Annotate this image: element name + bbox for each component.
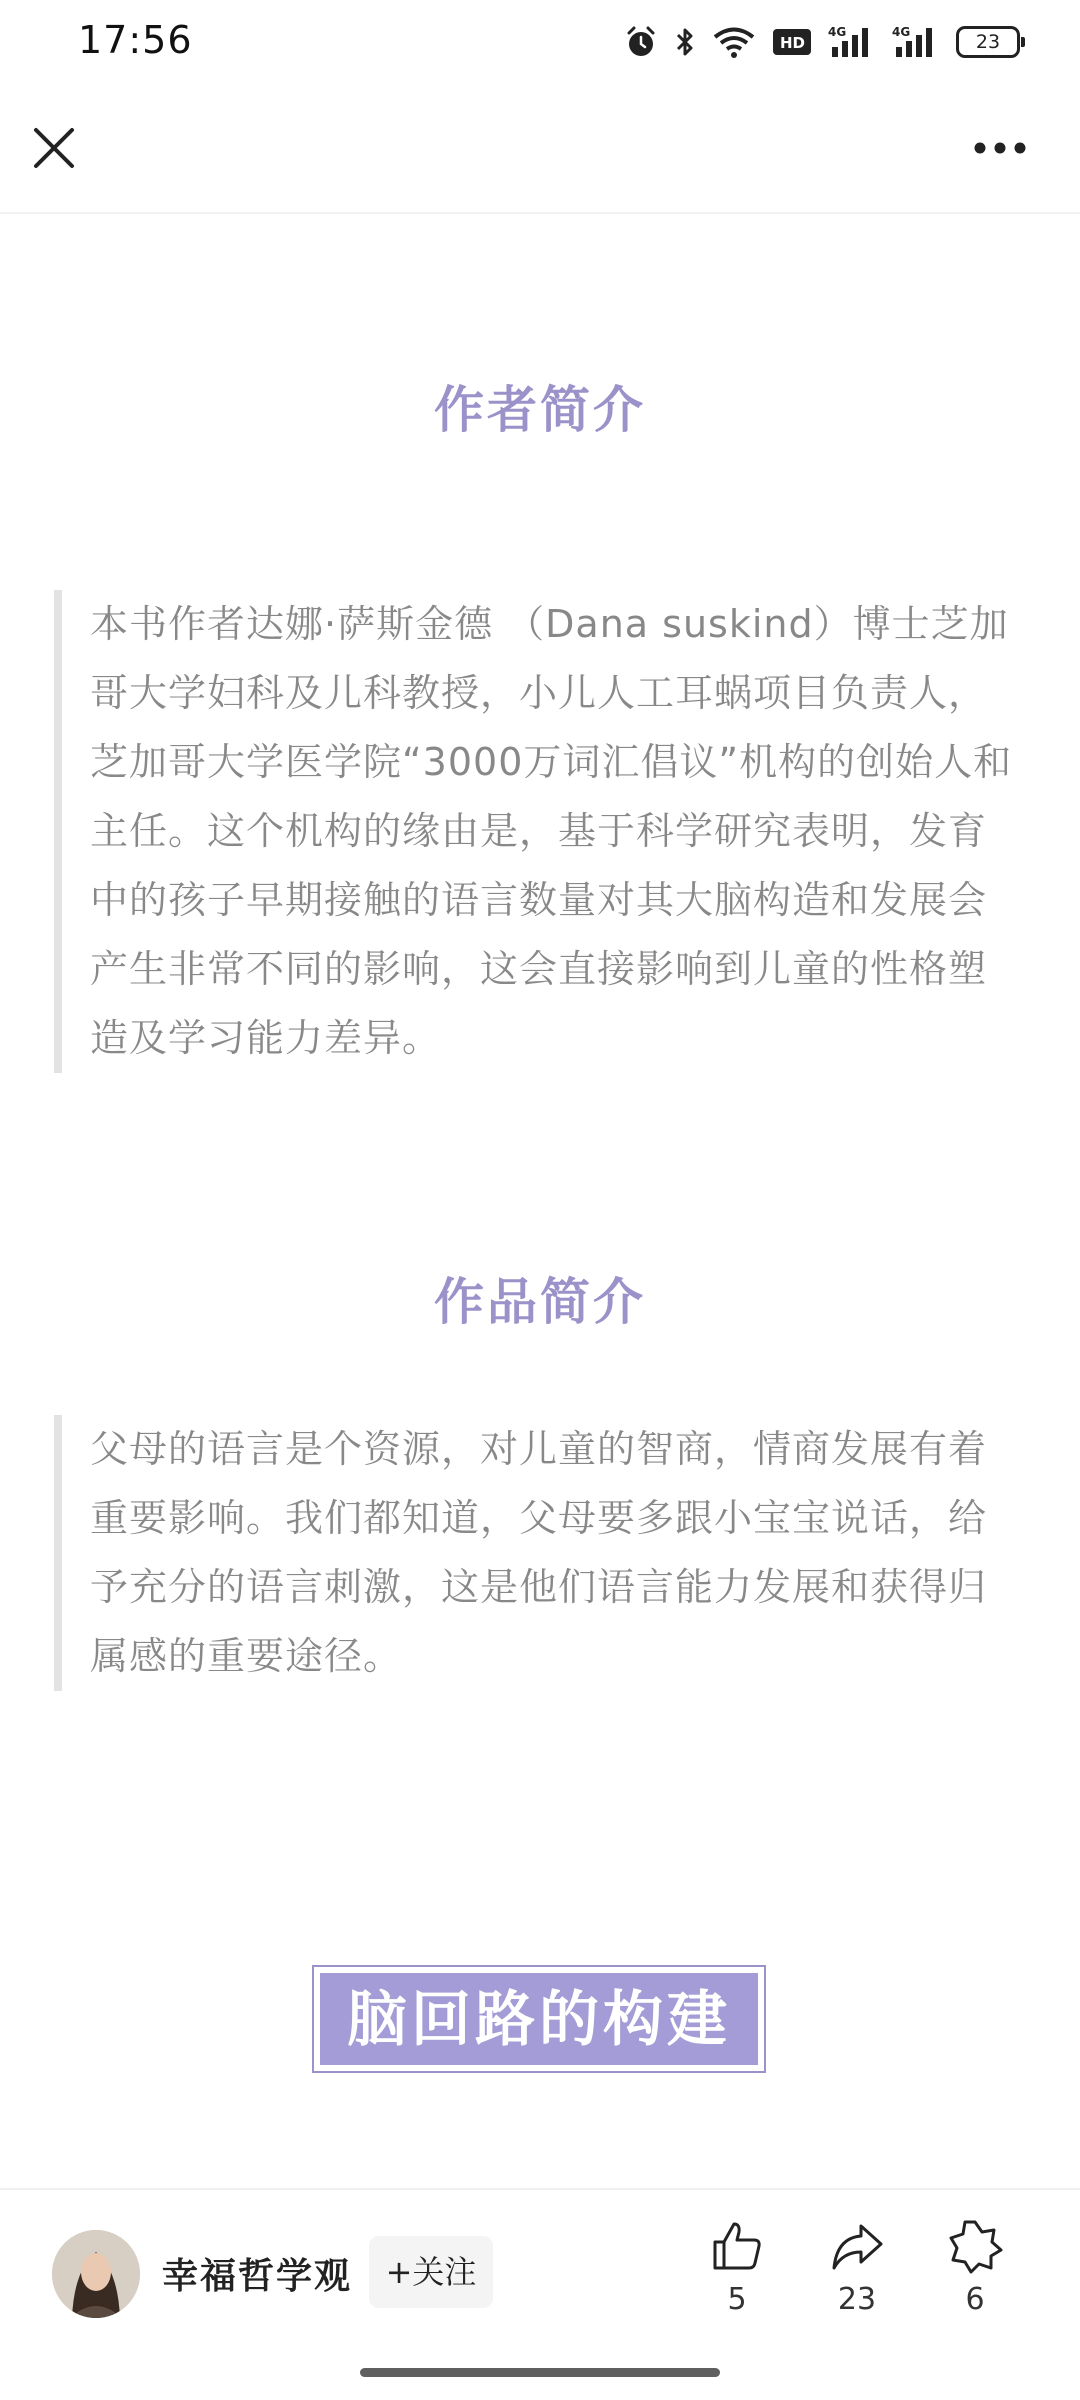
share-count: 23 [837,2282,877,2317]
signal-4g-icon [828,25,876,59]
status-icons [624,20,1020,64]
status-bar [0,0,1080,84]
favorite-count: 6 [965,2282,985,2317]
status-time: 17:56 [78,18,193,62]
bluetooth-icon [674,25,696,59]
favorite-button[interactable] [920,2218,1030,2317]
wifi-icon [712,25,756,59]
avatar-image [52,2230,140,2318]
more-icon [960,124,1040,172]
work-quote-block [54,1415,1024,1691]
close-icon [26,120,82,176]
author-section-heading: 作者简介 [434,381,646,439]
work-intro-text: 父母的语言是个资源，对儿童的智商，情商发展有着重要影响。我们都知道，父母要多跟小宝宝说话，给予充分的语言刺激，这是他们语言能力发展和获得归属感的重要途径。 [90,1427,988,1678]
like-button[interactable] [682,2218,792,2317]
thumbs-up-icon [709,2218,765,2274]
hd-icon [772,27,812,57]
author-name[interactable]: 幸福哲学观 [162,2256,353,2297]
close-button[interactable] [26,120,82,176]
follow-button[interactable]: +关注 [369,2236,493,2308]
section-banner [312,1965,766,2073]
section-banner-title: 脑回路的构建 [320,1973,758,2065]
share-button[interactable] [802,2218,912,2317]
author-quote-block [54,590,1024,1073]
work-section-heading: 作品简介 [434,1273,646,1331]
svg-text:HD: HD [780,34,806,52]
more-button[interactable] [960,124,1040,172]
like-count: 5 [727,2282,747,2317]
top-nav [0,84,1080,214]
author-avatar[interactable] [52,2230,140,2318]
home-indicator[interactable] [360,2368,720,2377]
signal-4g-icon [892,25,940,59]
battery-icon: 23 [956,26,1020,58]
alarm-icon [624,25,658,59]
svg-text:4G: 4G [828,25,847,39]
recommend-icon [947,2218,1003,2274]
svg-text:4G: 4G [892,25,911,39]
share-icon [829,2218,885,2274]
author-intro-text: 本书作者达娜·萨斯金德 （Dana suskind）博士芝加哥大学妇科及儿科教授，小儿人工耳蜗项目负责人，芝加哥大学医学院“3000万词汇倡议”机构的创始人和主任。这个机构的缘由是，基于科学研究表明，发育中的孩子早期接触的语言数量对其大脑构造和发展会产生非常不同的影响，这会直接影响到儿童的性格塑造及学习能力差异。 [90,602,1013,1060]
